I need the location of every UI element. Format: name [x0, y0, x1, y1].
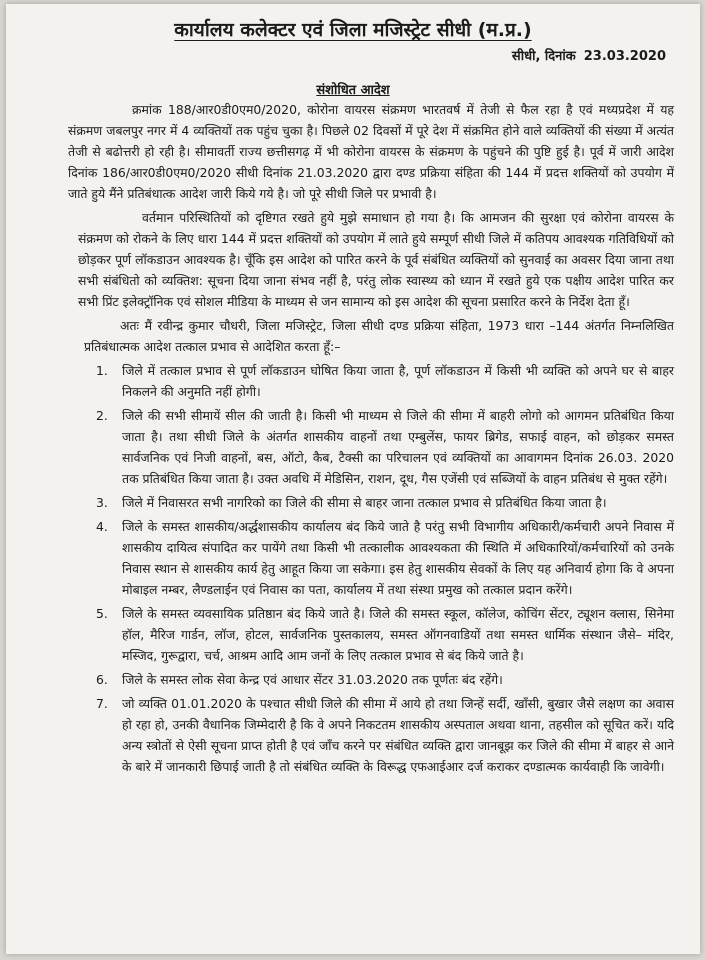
order-item-text: जो व्यक्ति 01.01.2020 के पश्चात सीधी जिले की सीमा में आये हो तथा जिन्हें सर्दी, खाँसी, बुखार जैसे लक्षण का अवास हो रहा हो, उनकी वैधानिक जिम्मेदारी है कि वे अपने निकटतम शासकीय अस्पताल अथवा थाना, तहसील को सूचित करें। यदि अन्य स्त्रोतों से ऐसी सूचना प्राप्त होती है एवं जाँच करने पर संबंधित व्यक्ति द्वारा जानबूझ कर जिले की सीमा में बाहर से आने के बारे में जानकारी छिपाई जाती है तो संबंधित व्यक्ति के विरूद्ध एफआईआर दर्ज कराकर दण्डात्मक कार्यवाही कि जावेगी।: [122, 696, 674, 774]
order-item-number: 2.: [96, 408, 108, 423]
order-item: [96, 516, 674, 600]
office-header-title: कार्यालय कलेक्टर एवं जिला मजिस्ट्रेट सीधी (म.प्र.): [174, 19, 532, 41]
order-item-number: 3.: [96, 495, 108, 510]
order-item: [96, 693, 674, 777]
place-date-label: सीधी, दिनांक: [511, 49, 576, 64]
order-item: [96, 405, 674, 489]
order-item: [96, 492, 674, 513]
order-item-text: जिले में तत्काल प्रभाव से पूर्ण लॉकडाउन घोषित किया जाता है, पूर्ण लॉकडाउन में किसी भी व्यक्ति को अपने घर से बाहर निकलने की अनुमति नहीं होगी।: [122, 363, 674, 399]
order-subject: संशोधित आदेश: [316, 83, 390, 98]
order-item-text: जिले के समस्त लोक सेवा केन्द्र एवं आधार सेंटर 31.03.2020 तक पूर्णतः बंद रहेंगे।: [122, 672, 503, 687]
order-item-number: 7.: [96, 696, 108, 711]
order-item-number: 1.: [96, 363, 108, 378]
order-item: [96, 669, 674, 690]
order-date: 23.03.2020: [583, 49, 666, 64]
order-item-number: 5.: [96, 606, 108, 621]
order-item-text: जिले की सभी सीमायें सील की जाती है। किसी भी माध्यम से जिले की सीमा में बाहरी लोगो को आगमन प्रतिबंधित किया जाता है। तथा सीधी जिले के अंतर्गत शासकीय वाहनों तथा एम्बुलेंस, फायर ब्रिगेड, सफाई वाहन, को छोड़कर समस्त सार्वजनिक एवं निजी वाहनों, बस, ऑटो, कैब, टैक्सी का परिचालन एवं व्यक्तियों का आवागमन दिनांक 26.03. 2020 तक प्रतिबंधित किया जाता है। उक्त अवधि में मेडिसिन, राशन, दूध, गैस एजेंसी एवं सब्जियों के वाहन प्रतिबंध से मुक्त रहेंगे।: [122, 408, 674, 486]
order-item: [96, 360, 674, 402]
order-body: [68, 99, 674, 780]
order-item: [96, 603, 674, 666]
document-page: [6, 4, 700, 954]
order-item-text: जिले के समस्त व्यवसायिक प्रतिष्ठान बंद किये जाते है। जिले की समस्त स्कूल, कॉलेज, कोचिंग सेंटर, ट्यूशन क्लास, सिनेमा हॉल, मैरिज गार्डन, लॉज, होटल, सार्वजनिक पुस्तकालय, समस्त ऑगनवाडियों तथा समस्त धार्मिक संस्थान जैसे– मंदिर, मस्जिद, गुरूद्वारा, चर्च, आश्रम आदि आम जनों के लिए तत्काल प्रभाव से बंद किये जाते है।: [122, 606, 674, 663]
order-item-number: 6.: [96, 672, 108, 687]
order-item-text: जिले के समस्त शासकीय/अर्द्धशासकीय कार्यालय बंद किये जाते है परंतु सभी विभागीय अधिकारी/कर्मचारी अपने निवास में शासकीय दायित्व संपादित कर पायेंगे तथा किसी भी तत्कालीक आवश्यकता की स्थिति में अधिकारियों/कर्मचारियों को उनके निवास स्थान से शासकीय कार्य हेतु आहूत किया जा सकेगा। इस हेतु शासकीय सेवकों के लिए यह अनिवार्य होगा कि वे अपना मोबाइल नम्बर, लैण्डलाईन एवं निवास का पता, कार्यालय में तथा संस्था प्रमुख को तत्काल प्रदान करेंगे।: [122, 519, 674, 597]
order-list: [78, 360, 674, 777]
paragraph-authority: अतः मैं रवीन्द्र कुमार चौधरी, जिला मजिस्ट्रेट, जिला सीधी दण्ड प्रक्रिया संहिता, 1973 धारा –144 अंतर्गत निम्नलिखित प्रतिबंधात्मक आदेश तत्काल प्रभाव से आदेशित करता हूँ:–: [84, 318, 674, 354]
order-item-text: जिले में निवासरत सभी नागरिको का जिले की सीमा से बाहर जाना तत्काल प्रभाव से प्रतिबंधित किया जाता है।: [122, 495, 607, 510]
paragraph-preamble: क्रमांक 188/आर0डी0एम0/2020, कोरोना वायरस संक्रमण भारतवर्ष में तेजी से फैल रहा है एवं मध्यप्रदेश में यह संक्रमण जबलपुर नगर में 4 व्यक्तियों तक पहुंच चुका है। पिछले 02 दिवसों में पूरे देश में संक्रमित होने वाले व्यक्तियों की संख्या में अत्यंत तेजी से बढोत्तरी हो रही है। सीमावर्ती राज्य छत्तीसगढ़ में भी कोरोना वायरस के संक्रमण के पहुंचने की पुष्टि हुई है। पूर्व में जारी आदेश दिनांक 186/आर0डी0एम0/2020 सीधी दिनांक 21.03.2020 द्वारा दण्ड प्रक्रिया संहिता की 144 में प्रदत्त शक्तियों को उपयोग में जाते हुये मैंने प्रतिबंधात्क आदेश जारी किये गये है। जो पूरे सीधी जिले पर प्रभावी है।: [68, 102, 674, 201]
order-item-number: 4.: [96, 519, 108, 534]
place-date-line: [512, 46, 666, 64]
paragraph-circumstances: वर्तमान परिस्थितियों को दृष्टिगत रखते हुये मुझे समाधान हो गया है। कि आमजन की सुरक्षा एवं कोरोना वायरस के संक्रमण को रोकने के लिए धारा 144 में प्रदत्त शक्तियों को उपयोग में लाते हुये सम्पूर्ण सीधी जिले में कतिपय आवश्यक गतिविधियों को छोड़कर पूर्ण लॉकडाउन आवश्यक है। चूँकि इस आदेश को पारित करने के पूर्व संबंधित व्यक्तियों को सुनवाई का अवसर दिया जाना तथा सभी संबंधितो को व्यक्तिश: सूचना दिया जाना संभव नहीं है, परंतु लोक स्वास्थ्य को ध्यान में रखते हुये एक पक्षीय आदेश पारित कर सभी प्रिंट इलेक्ट्रॉनिक एवं सोशल मीडिया के माध्यम से जन सामान्य को इस आदेश की सूचना प्रसारित करने के निर्देश देता हूँ।: [78, 210, 674, 309]
